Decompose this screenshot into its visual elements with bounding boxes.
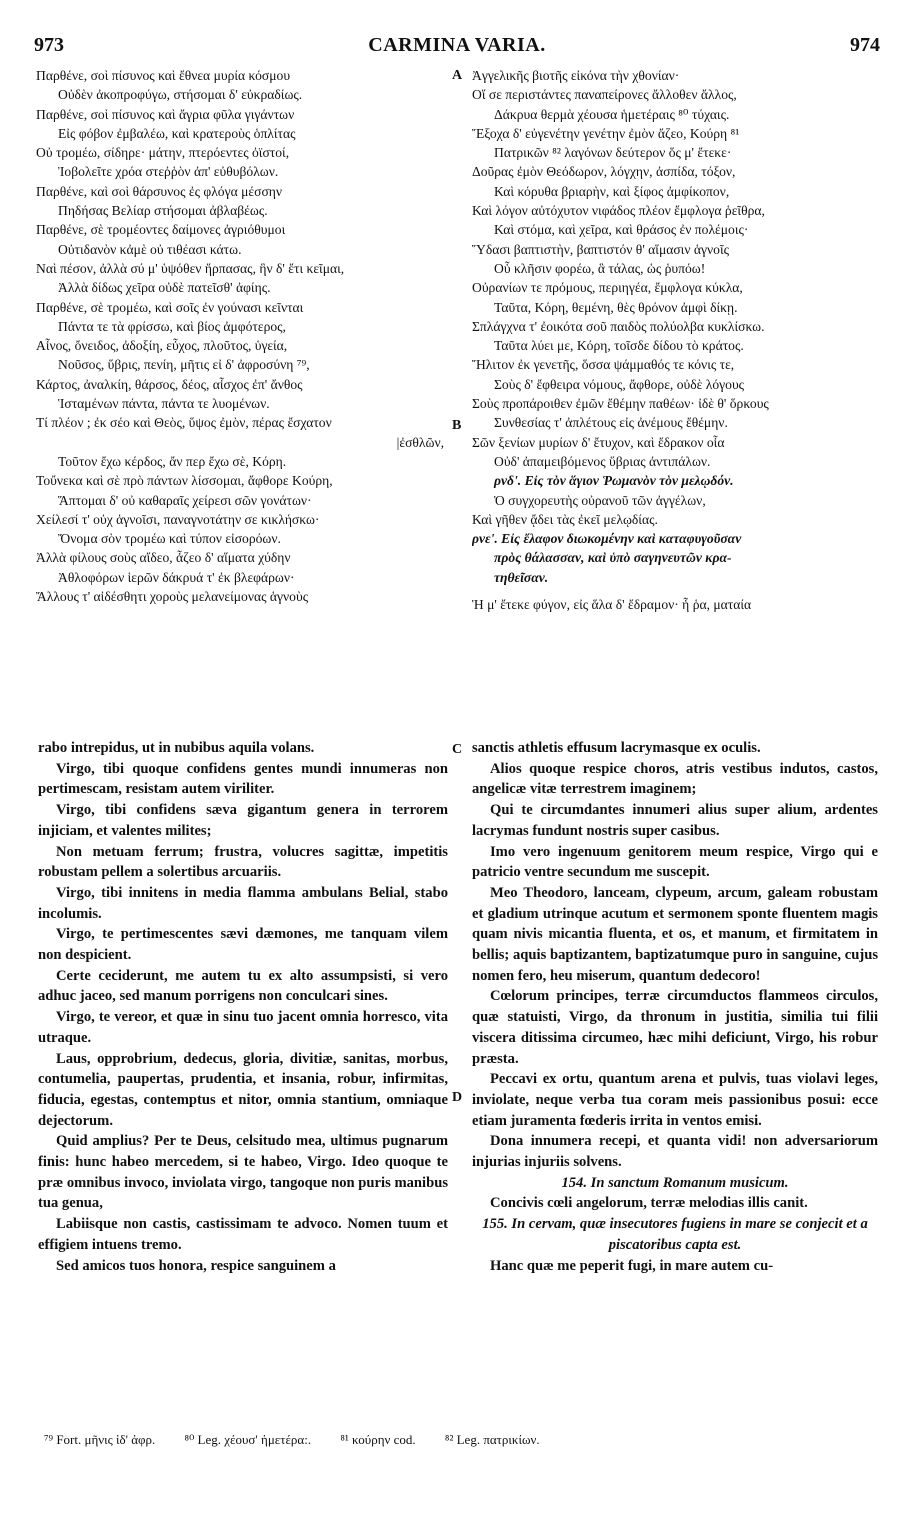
paragraph: Qui te circumdantes innumeri alius super alium, ardentes lacrymas fundunt nostris super casibus. — [472, 802, 878, 839]
verse-line: Οὐ τρομέω, σίδηρε· μάτην, πτερόεντες ὀϊστοί, — [36, 145, 290, 161]
verse-line: Οὗ κλῆσιν φορέω, ἃ τάλας, ὡς ῥυπόω! — [494, 260, 706, 276]
paragraph: Virgo, tibi confidens sæva gigantum genera in terrorem injiciam, et valentes milites; — [38, 802, 448, 839]
verse-line: Ὁ συγχορευτὴς οὐρανοῦ τῶν ἀγγέλων, — [494, 492, 706, 508]
verse-line: Νοῦσος, ὕβρις, πενίη, μῆτις εἰ δ' ἀφροσύνη ⁷⁹, — [58, 357, 310, 373]
paragraph: rabo intrepidus, ut in nubibus aquila volans. — [38, 740, 315, 756]
verse-line: Οὐρανίων τε πρόμους, περιηγέα, ἔμφλογα κύκλα, — [472, 280, 743, 296]
verse-line: Κάρτος, ἀναλκίη, θάρσος, δέος, αἶσχος ἐπ' ἄνθος — [36, 376, 303, 392]
paragraph: Cœlorum principes, terræ circumductos flammeos circulos, quæ statuisti, Virgo, da thronum in justitia, similia tui filii viscera ditissima circumeo, hæc mihi deficiunt, Virgo, his robur præsta. — [472, 988, 878, 1067]
verse-line: Ἡ μ' ἔτεκε φύγον, εἰς ἅλα δ' ἔδραμον· ἦ ῥα, ματαία — [472, 597, 752, 613]
verse-line: Πάντα τε τὰ φρίσσω, καὶ βίος ἀμφότερος, — [58, 318, 286, 334]
paragraph: Virgo, te vereor, et quæ in sinu tuo jacent omnia horresco, vita utraque. — [38, 1009, 448, 1046]
margin-letter-b: B — [452, 418, 462, 433]
verse-line: Παρθένε, σοὶ πίσυνος καὶ ἄγρια φῦλα γιγάντων — [36, 106, 295, 122]
verse-line: Συνθεσίας τ' ἀπλέτους εἰς ἀνέμους ἔθέμην. — [494, 415, 728, 431]
paragraph: Peccavi ex ortu, quantum arena et pulvis, tuas violavi leges, inviolate, neque verba tua coram meis passionibus posui: ecce etiam juramenta fœderis irrita in ventos emisi. — [472, 1071, 878, 1129]
footnote-82: ⁸² Leg. πατρικίων. — [444, 1432, 540, 1447]
paragraph: Non metuam ferrum; frustra, volucres sagittæ, impetitis robustam pellem a solertibus arcuariis. — [38, 843, 448, 881]
verse-line: Ὄνομα σὸν τρομέω καὶ τύπον εἰσορόων. — [58, 531, 281, 547]
verse-line: Παρθένε, σὲ τρομέω, καὶ σοῖς ἐν γούνασι κεῖνται — [36, 299, 304, 315]
paragraph: Virgo, tibi quoque confidens gentes mundi innumeras non pertimescam, resistam autem viriliter. — [38, 760, 448, 798]
verse-line: Σοὺς προπάροιθεν ἐμῶν ἔθέμην παθέων· ἰδὲ θ' ὅρκους — [472, 396, 769, 412]
footnote-79: ⁷⁹ Fort. μῆνις ἰδ' ἀφρ. — [44, 1432, 156, 1447]
verse-line: Παρθένε, σοὶ πίσυνος καὶ ἔθνεα μυρία κόσμου — [36, 68, 291, 83]
running-title: CARMINA VARIA. — [368, 34, 546, 56]
verse-line: Σῶν ξενίων μυρίων δ' ἔτυχον, καὶ ἔδρακον οἷα — [472, 434, 725, 450]
verse-line: Ἱσταμένων πάντα, πάντα τε λυομένων. — [58, 396, 270, 412]
verse-line: Ἀλλὰ φίλους σοὺς αἴδεο, ἆζεο δ' αἵματα χύδην — [36, 550, 291, 566]
verse-line: Δοῦρας ἐμὸν Θεόδωρον, λόγχην, ἀσπίδα, τόξον, — [472, 164, 736, 180]
verse-line: Ταῦτα, Κόρη, θεμένη, θὲς θρόνον ἀμφὶ δίκῃ. — [494, 299, 738, 315]
verse-line: Σπλάγχνα τ' ἐοικότα σοῦ παιδὸς πολύολβα κυκλίσκω. — [472, 318, 765, 334]
footnotes — [44, 1432, 874, 1448]
margin-letter-a: A — [452, 68, 463, 83]
paragraph: Laus, opprobrium, dedecus, gloria, divitiæ, sanitas, morbus, contumelia, paupertas, prudentia, et insania, robur, infirmitas, fiducia, egestas, contemptus et nitor, omnia stantium, omniaque dejectorum. — [38, 1050, 448, 1129]
verse-line: Καὶ κόρυθα βριαρὴν, καὶ ξίφος ἀμφίκοπον, — [494, 183, 730, 199]
paragraph: Quid amplius? Per te Deus, celsitudo mea, ultimus pugnarum finis: hunc habeo mercedem, si te habeo, Virgo. Ideo quoque te præ omnibus invoco, inviolata virgo, tangoque non puris manibus tua genua, — [38, 1133, 448, 1212]
verse-line: Καὶ στόμα, καὶ χεῖρα, καὶ θράσος ἐν πολέμοις· — [494, 222, 749, 238]
verse-line: Ὕδασι βαπτιστὴν, βαπτιστόν θ' αἵμασιν ἁγνοῖς — [472, 241, 729, 257]
verse-line: Τί πλέον ; ἐκ σέο καὶ Θεὸς, ὕψος ἐμὸν, πέρας ἔσχατον — [36, 415, 332, 431]
paragraph: Concivis cœli angelorum, terræ melodias illis canit. — [490, 1195, 808, 1212]
paragraph: Imo vero ingenuum genitorem meum respice, Virgo qui e patricio ventre secundum me suscepit. — [472, 843, 878, 881]
verse-line: Πηδήσας Βελίαρ στήσομαι ἀβλαβέως. — [58, 203, 268, 219]
verse-line-continuation: |ἐσθλῶν, — [396, 434, 444, 450]
page-number-left: 973 — [34, 34, 64, 56]
poem-title-155: ρνε'. Εἰς ἔλαφον διωκομένην καὶ καταφυγοῦσαν — [472, 531, 742, 547]
verse-line: Παρθένε, καὶ σοὶ θάρσυνος ἐς φλόγα μέσσην — [36, 183, 283, 199]
latin-column-right — [472, 738, 878, 1428]
paragraph: Alios quoque respice choros, atris vestibus indutos, castos, angelicæ vitæ terrestrem imaginem; — [472, 760, 878, 798]
verse-line: Εἰς φόβον ἐμβαλέω, καὶ κρατεροὺς ὁπλίτας — [58, 125, 296, 141]
verse-line: Καὶ λόγον αὐτόχυτον νιφάδος πλέον ἔμφλογα ῥεῖθρα, — [472, 203, 765, 219]
paragraph: sanctis athletis effusum lacrymasque ex oculis. — [472, 740, 761, 756]
verse-line: Δάκρυα θερμὰ χέουσα ἡμετέραις ⁸⁰ τύχαις. — [494, 106, 730, 122]
verse-line: Ἅπτομαι δ' οὐ καθαραῖς χείρεσι σῶν γονάτων· — [58, 492, 312, 508]
poem-title-155-cont: πρὸς θάλασσαν, καὶ ὑπὸ σαγηνευτῶν κρα- — [494, 550, 732, 566]
verse-line: Ἀθλοφόρων ἱερῶν δάκρυά τ' ἐκ βλεφάρων· — [58, 569, 295, 585]
margin-letter-d: D — [452, 1090, 463, 1105]
verse-line: Τοῦτον ἔχω κέρδος, ἄν περ ἔχω σὲ, Κόρη. — [58, 453, 287, 469]
margin-letter-c: C — [452, 742, 463, 757]
page-header — [34, 34, 880, 62]
verse-line: Οὐτιδανὸν κἀμὲ οὐ τιθέασι κάτω. — [58, 241, 242, 257]
verse-line: Ἄλλους τ' αἰδέσθητι χοροὺς μελανείμονας ἁγνοὺς — [36, 589, 309, 605]
latin-column-left — [38, 738, 448, 1428]
greek-column-left — [36, 66, 448, 606]
verse-line: Σοὺς δ' ἔφθειρα νόμους, ἄφθορε, οὐδὲ λόγους — [494, 376, 745, 392]
verse-line: Καὶ γῆθεν ᾄδει τὰς ἐκεῖ μελῳδίας. — [472, 511, 658, 527]
verse-line: Ἀγγελικῆς βιοτῆς εἰκόνα τὴν χθονίαν· — [472, 68, 680, 83]
paragraph: Virgo, tibi innitens in media flamma ambulans Belial, stabo incolumis. — [38, 884, 448, 922]
paragraph: Labiisque non castis, castissimam te advoco. Nomen tuum et effigiem intuens tremo. — [38, 1216, 448, 1253]
page-number-right: 974 — [850, 34, 880, 56]
verse-line: Χείλεσί τ' οὐχ ἁγνοῖσι, παναγνοτάτην σε κικλήσκω· — [36, 511, 320, 527]
poem-title-154: ρνδ'. Εἰς τὸν ἅγιον Ῥωμανὸν τὸν μελῳδόν. — [494, 473, 734, 489]
paragraph: Dona innumera recepi, et quanta vidi! non adversariorum injurias injuriis solvens. — [472, 1133, 878, 1171]
section-heading-155: 155. In cervam, quæ insecutores fugiens in mare se conjecit et a piscatoribus capta est. — [482, 1216, 868, 1253]
paragraph: Virgo, te pertimescentes sævi dæmones, me tanquam vilem non despicient. — [38, 926, 448, 964]
verse-line: Ταῦτα λύει με, Κόρη, τοῖσδε δίδου τὸ κράτος. — [494, 338, 744, 354]
paragraph: Certe ceciderunt, me autem tu ex alto assumpsisti, si vero adhuc jaceo, sed manum porrigens non conculcari sines. — [38, 967, 448, 1005]
verse-line: Ναὶ πέσον, ἀλλὰ σύ μ' ὑψόθεν ἥρπασας, ἣν δ' ἔτι κεῖμαι, — [36, 260, 345, 276]
verse-line: Αἶνος, ὄνειδος, ἀδοξίη, εὖχος, πλοῦτος, ὑγεία, — [36, 338, 288, 354]
footnote-80: ⁸⁰ Leg. χέουσ' ἡμετέρα:. — [184, 1432, 312, 1447]
verse-line: Πατρικῶν ⁸² λαγόνων δεύτερον ὅς μ' ἔτεκε· — [494, 145, 732, 161]
greek-column-right — [472, 66, 882, 614]
section-heading-154: 154. In sanctum Romanum musicum. — [561, 1174, 789, 1191]
verse-line: Οἵ σε περιστάντες παναπείρονες ἄλλοθεν ἄλλος, — [472, 87, 737, 103]
paragraph: Sed amicos tuos honora, respice sanguinem a — [56, 1257, 336, 1274]
verse-line: Ἰοβολεῖτε χρόα στεῤῥὸν ἀπ' εὐθυβόλων. — [58, 164, 279, 180]
paragraph: Hanc quæ me peperit fugi, in mare autem cu- — [490, 1257, 774, 1274]
poem-title-155-end: τηθεῖσαν. — [494, 569, 549, 585]
verse-line: Παρθένε, σὲ τρομέοντες δαίμονες ἀγριόθυμοι — [36, 222, 286, 238]
verse-line: Ἤλιτον ἐκ γενετῆς, ὅσσα ψάμμαθός τε κόνις τε, — [472, 357, 735, 373]
verse-line: Οὐδὲν ἀκοπροφύγω, στήσομαι δ' εὐκραδίως. — [58, 87, 303, 103]
verse-line: Οὐδ' ἀπαμειβόμενος ὕβριας ἀντιπάλων. — [494, 453, 711, 469]
footnote-81: ⁸¹ κούρην cod. — [340, 1432, 416, 1447]
verse-line: Ἀλλὰ δίδως χεῖρα οὐδὲ πατεῖσθ' ἀφίης. — [58, 280, 271, 296]
paragraph: Meo Theodoro, lanceam, clypeum, arcum, galeam robustam et gladium utrinque acutum et sermonem sponte fluentem magis quam nivis micantia fluenta, et os, et manum, et firmitatem in bellis; aquis baptizantem, baptizatumque puro in sanguine, cujus nomen fero, heu miserum, quantum dedecoro! — [472, 884, 878, 984]
verse-line: Ἔξοχα δ' εὐγενέτην γενέτην ἐμὸν ἄζεο, Κούρη ⁸¹ — [472, 125, 740, 141]
verse-line: Τοὔνεκα καὶ σὲ πρὸ πάντων λίσσομαι, ἄφθορε Κούρη, — [36, 473, 333, 489]
